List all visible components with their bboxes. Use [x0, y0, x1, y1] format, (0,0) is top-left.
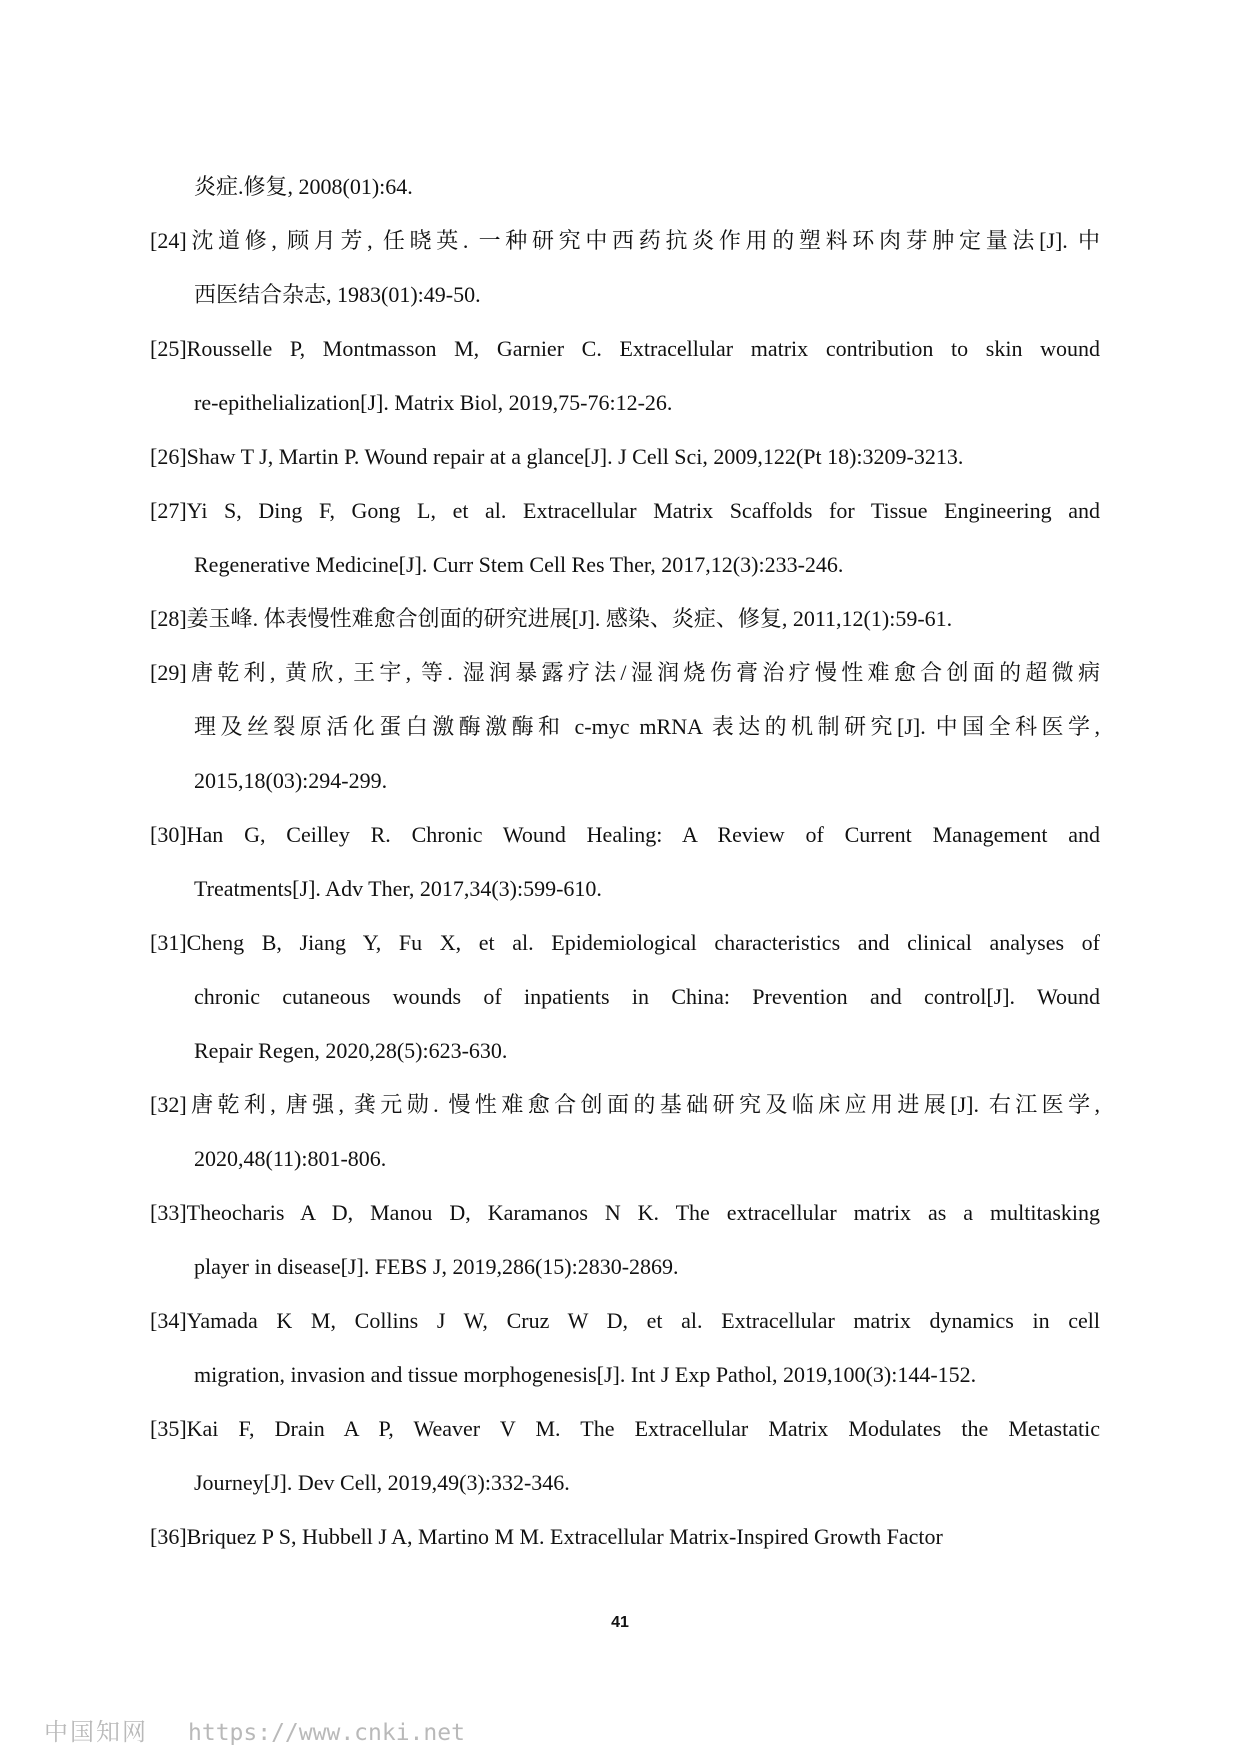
reference-line: [36]Briquez P S, Hubbell J A, Martino M M. Extracellular Matrix-Inspired Growth Factor: [150, 1524, 943, 1549]
reference-27: [150, 484, 1100, 592]
reference-line: [26]Shaw T J, Martin P. Wound repair at a glance[J]. J Cell Sci, 2009,122(Pt 18):3209-3213.: [150, 444, 964, 469]
reference-26: [150, 430, 1100, 484]
reference-35: [150, 1402, 1100, 1510]
reference-31: [150, 916, 1100, 1078]
reference-line: [28]姜玉峰. 体表慢性难愈合创面的研究进展[J]. 感染、炎症、修复, 2011,12(1):59-61.: [150, 606, 953, 631]
footer-url[interactable]: https://www.cnki.net: [188, 1720, 465, 1746]
reference-36: [150, 1510, 1100, 1564]
reference-25: [150, 322, 1100, 430]
reference-line: 西医结合杂志, 1983(01):49-50.: [194, 282, 481, 307]
reference-line: 理及丝裂原活化蛋白激酶激酶和 c-myc mRNA 表达的机制研究[J]. 中国全科医学,: [194, 714, 1100, 739]
reference-line: 2015,18(03):294-299.: [194, 768, 388, 793]
reference-line: 炎症.修复, 2008(01):64.: [194, 174, 413, 199]
reference-list: [150, 160, 1100, 1564]
reference-line: chronic cutaneous wounds of inpatients in China: Prevention and control[J]. Wound: [194, 984, 1100, 1009]
reference-line: player in disease[J]. FEBS J, 2019,286(15):2830-2869.: [194, 1254, 679, 1279]
reference-line: Journey[J]. Dev Cell, 2019,49(3):332-346.: [194, 1470, 570, 1495]
reference-line: Treatments[J]. Adv Ther, 2017,34(3):599-610.: [194, 876, 602, 901]
reference-line: [27]Yi S, Ding F, Gong L, et al. Extracellular Matrix Scaffolds for Tissue Engineering and: [150, 498, 1100, 523]
reference-line: migration, invasion and tissue morphogenesis[J]. Int J Exp Pathol, 2019,100(3):144-152.: [194, 1362, 977, 1387]
reference-32: [150, 1078, 1100, 1186]
reference-line: [35]Kai F, Drain A P, Weaver V M. The Extracellular Matrix Modulates the Metastatic: [150, 1416, 1100, 1441]
reference-continuation: [150, 160, 1100, 214]
reference-34: [150, 1294, 1100, 1402]
reference-33: [150, 1186, 1100, 1294]
page-number: 41: [611, 1614, 629, 1631]
footer-site-name: 中国知网: [44, 1718, 148, 1746]
reference-29: [150, 646, 1100, 808]
reference-line: Regenerative Medicine[J]. Curr Stem Cell Res Ther, 2017,12(3):233-246.: [194, 552, 844, 577]
reference-line: Repair Regen, 2020,28(5):623-630.: [194, 1038, 508, 1063]
reference-line: [25]Rousselle P, Montmasson M, Garnier C. Extracellular matrix contribution to skin wound: [150, 336, 1100, 361]
reference-30: [150, 808, 1100, 916]
reference-line: [34]Yamada K M, Collins J W, Cruz W D, et al. Extracellular matrix dynamics in cell: [150, 1308, 1100, 1333]
reference-line: [30]Han G, Ceilley R. Chronic Wound Healing: A Review of Current Management and: [150, 822, 1100, 847]
reference-line: [24]沈道修, 顾月芳, 任晓英. 一种研究中西药抗炎作用的塑料环肉芽肿定量法[J]. 中: [150, 228, 1100, 253]
reference-line: [32]唐乾利, 唐强, 龚元勋. 慢性难愈合创面的基础研究及临床应用进展[J]. 右江医学,: [150, 1092, 1100, 1117]
reference-line: [31]Cheng B, Jiang Y, Fu X, et al. Epidemiological characteristics and clinical analyses of: [150, 930, 1100, 955]
footer-watermark: [44, 1712, 465, 1747]
reference-line: 2020,48(11):801-806.: [194, 1146, 387, 1171]
reference-24: [150, 214, 1100, 322]
reference-28: [150, 592, 1100, 646]
reference-line: re-epithelialization[J]. Matrix Biol, 2019,75-76:12-26.: [194, 390, 673, 415]
reference-line: [33]Theocharis A D, Manou D, Karamanos N K. The extracellular matrix as a multitasking: [150, 1200, 1100, 1225]
reference-line: [29]唐乾利, 黄欣, 王宇, 等. 湿润暴露疗法/湿润烧伤膏治疗慢性难愈合创面的超微病: [150, 660, 1100, 685]
